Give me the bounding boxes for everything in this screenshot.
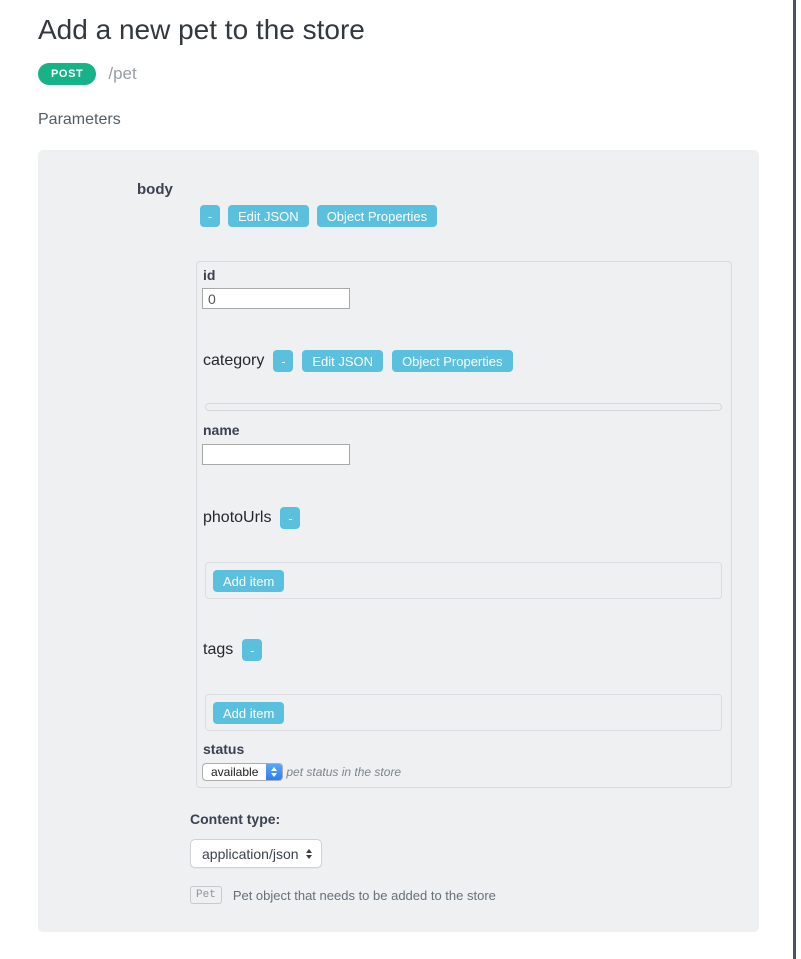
name-field-label: name [203,422,240,438]
name-input[interactable] [202,444,350,465]
category-field-row [203,350,513,372]
id-input[interactable] [202,288,350,309]
category-edit-json-button[interactable]: Edit JSON [302,350,383,372]
category-collapse-button[interactable]: - [273,350,293,372]
select-arrows-icon [266,764,282,780]
category-field-label: category [203,352,265,369]
body-edit-json-button[interactable]: Edit JSON [228,205,309,227]
photourls-add-item-button[interactable]: Add item [213,570,284,592]
tags-array-editor [205,694,722,731]
body-param-label: body [137,181,173,198]
status-select[interactable] [202,763,283,781]
endpoint-row [38,63,801,85]
photourls-collapse-button[interactable]: - [280,507,300,529]
body-object-editor [196,261,732,788]
content-type-label: Content type: [190,811,281,827]
status-description: pet status in the store [286,765,402,779]
status-field-label: status [203,741,245,757]
status-field-row [202,763,401,781]
body-param-toolbar [200,205,437,227]
photourls-array-editor [205,562,722,599]
content-type-select[interactable] [190,839,322,868]
select-arrows-icon [306,849,312,859]
category-collapsed-body [205,403,722,411]
parameters-panel [38,150,759,932]
tags-field-label: tags [203,641,234,658]
photourls-field-row [203,507,300,529]
method-badge: POST [38,63,96,85]
tags-add-item-button[interactable]: Add item [213,702,284,724]
page-title: Add a new pet to the store [38,14,365,45]
model-summary-row [190,886,496,904]
parameters-heading: Parameters [38,111,121,128]
body-object-properties-button[interactable]: Object Properties [317,205,437,227]
tags-field-row [203,639,262,661]
right-edge-rule [793,0,796,959]
photourls-field-label: photoUrls [203,509,272,526]
tags-collapse-button[interactable]: - [242,639,262,661]
endpoint-path: /pet [108,64,137,83]
model-badge: Pet [190,886,222,904]
content-type-selected-value: application/json [202,845,299,862]
category-object-properties-button[interactable]: Object Properties [392,350,512,372]
model-description: Pet object that needs to be added to the store [232,887,496,903]
body-collapse-button[interactable]: - [200,205,220,227]
id-field-label: id [203,267,216,283]
status-selected-value: available [211,765,259,779]
